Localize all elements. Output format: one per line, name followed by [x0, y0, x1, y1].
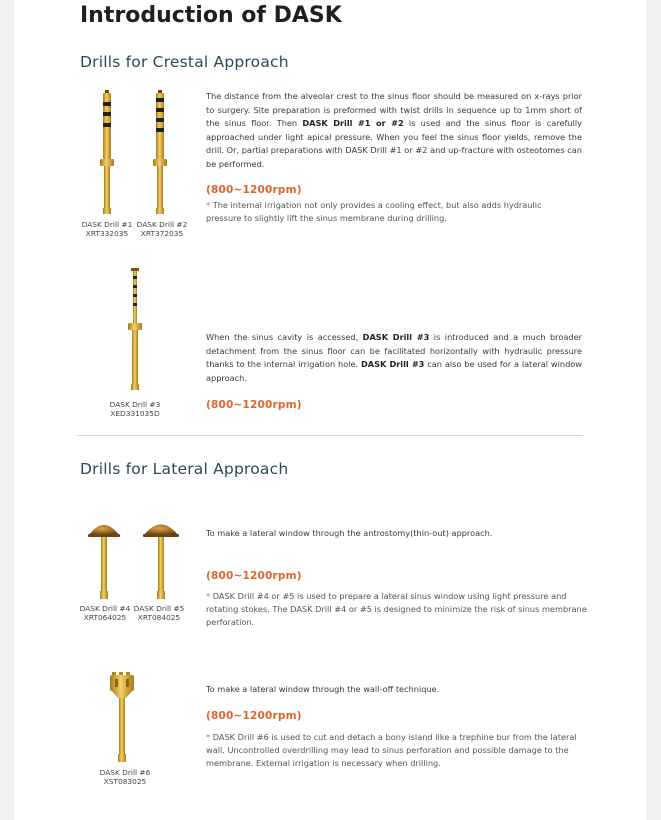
drill-4-image: [87, 519, 121, 601]
drill-4-code: XRT064025: [83, 613, 127, 623]
rpm-label: (800~1200rpm): [206, 184, 302, 196]
drill-6-name: DASK Drill #6: [99, 768, 151, 777]
drill-1-name: DASK Drill #1: [81, 220, 133, 229]
page-title: Introduction of DASK: [80, 3, 342, 28]
drill-2-caption: [129, 220, 195, 238]
drill-5-caption: [126, 604, 192, 622]
drill-3-name: DASK Drill #3: [109, 400, 161, 409]
lateral-note-1: * DASK Drill #4 or #5 is used to prepare a lateral sinus window using light pressure and rotating stokes. The DASK Drill #4 or #5 is designed to minimize the risk of sinus membrane perforation.: [206, 591, 587, 628]
drill-6-code: XST083025: [103, 777, 147, 787]
drill-2-code: XRT372035: [140, 229, 184, 239]
rpm-label: (800~1200rpm): [206, 399, 302, 411]
section-divider: [77, 435, 583, 436]
section-heading-crestal: Drills for Crestal Approach: [80, 53, 289, 71]
drill-6-caption: [92, 768, 158, 786]
lateral-note-2: * DASK Drill #6 is used to cut and detach a bony island like a trephine bur from the lateral wall. Uncontrolled overdrilling may lead to sinus perforation and possible damage to the membrane. External irrigation is necessary when drilling.: [206, 732, 577, 769]
crestal-paragraph-1: The distance from the alveolar crest to the sinus floor should be measured on x-rays prior to surgery. Site preparation is preformed with twist drills in sequence up to 1mm short of the sinus floor. Then DASK Drill #1 or #2 is used and the sinus floor is carefully approached under light apical pressure. When you feel the sinus floor yields, remove the drill. Or, partial preparations with DASK Drill #1 or #2 and up-fracture with osteotomes can be performed.: [206, 91, 583, 169]
rpm-label: (800~1200rpm): [206, 710, 302, 722]
drill-2-name: DASK Drill #2: [136, 220, 188, 229]
crestal-note-1: * The internal irrigation not only provides a cooling effect, but also adds hydraulic pressure to slightly lift the sinus membrane during drilling.: [206, 200, 542, 224]
drill-5-image: [142, 519, 180, 601]
lateral-intro-1: To make a lateral window through the antrostomy(thin-out) approach.: [206, 528, 493, 538]
drill-3-image: [126, 268, 144, 392]
drill-4-name: DASK Drill #4: [79, 604, 131, 613]
drill-5-name: DASK Drill #5: [133, 604, 185, 613]
drill-3-caption: [102, 400, 168, 418]
drill-2-image: [151, 90, 169, 216]
rpm-label: (800~1200rpm): [206, 570, 302, 582]
drill-1-code: XRT332035: [85, 229, 129, 239]
drill-6-image: [108, 672, 138, 764]
drill-1-image: [98, 90, 116, 216]
section-heading-lateral: Drills for Lateral Approach: [80, 460, 289, 478]
document-page: [14, 0, 646, 820]
drill-3-code: XED331035D: [110, 409, 160, 419]
lateral-intro-2: To make a lateral window through the wall-off technique.: [206, 684, 440, 694]
crestal-paragraph-2: When the sinus cavity is accessed, DASK Drill #3 is introduced and a much broader detachment from the sinus floor can be facilitated horizontally with hydraulic pressure thanks to the internal irrigation hole. DASK Drill #3 can also be used for a lateral window approach.: [206, 332, 582, 383]
drill-5-code: XRT084025: [137, 613, 181, 623]
